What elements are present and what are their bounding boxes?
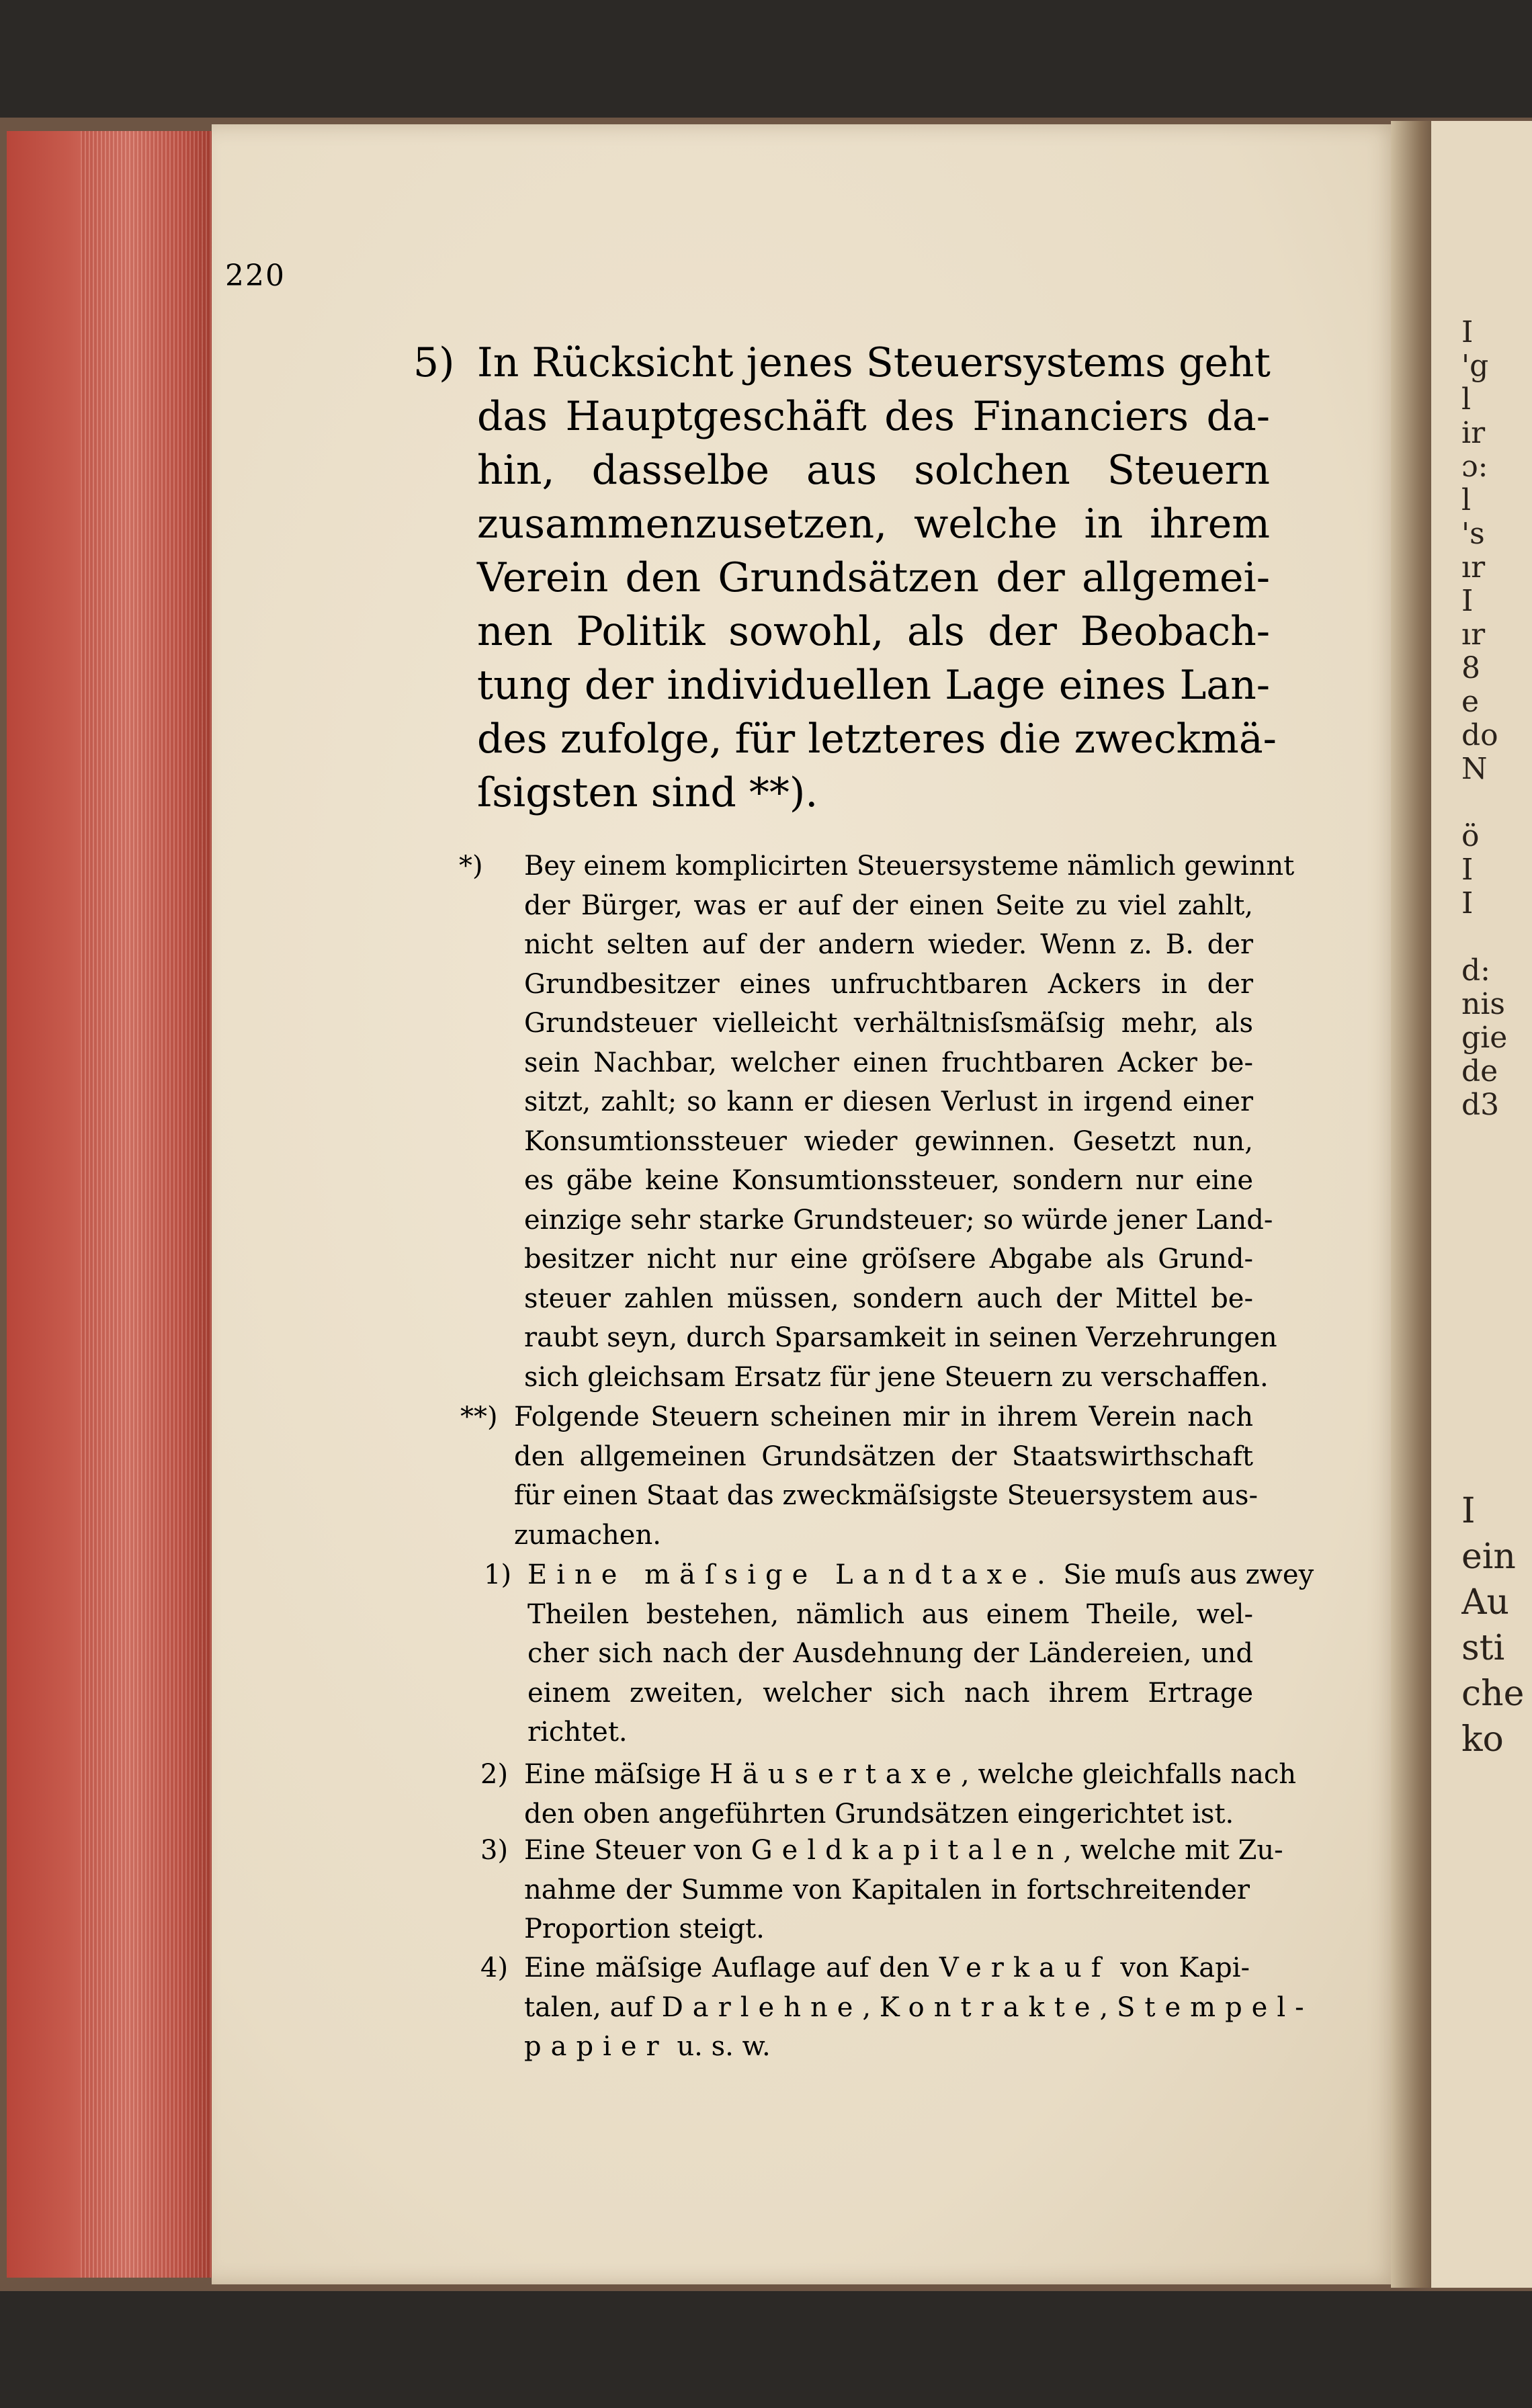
footnote-line: Grundbesitzer eines unfruchtbaren Ackers in der xyxy=(524,968,1253,1000)
footnote-line: nicht selten auf der andern wieder. Wenn z. B. der xyxy=(524,929,1253,960)
item-line: Proportion steigt. xyxy=(524,1914,765,1944)
main-line: tung der individuellen Lage eines Lan- xyxy=(477,662,1270,709)
right-fragment-line: ö xyxy=(1461,819,1480,853)
main-paragraph xyxy=(413,336,1277,820)
item-line xyxy=(527,1555,1314,1595)
item-spaced-term: Häusertaxe xyxy=(710,1759,962,1790)
item-line xyxy=(524,1755,1296,1795)
item-pre: talen, auf xyxy=(524,1991,653,2023)
footnote-line: den allgemeinen Grundsätzen der Staatswirthschaft xyxy=(514,1440,1253,1472)
right-fragment-line: ır xyxy=(1461,550,1486,585)
right-fragment-line: I xyxy=(1461,1491,1476,1531)
item-line xyxy=(524,1948,1250,1988)
item-spaced-term: papier xyxy=(524,2031,669,2062)
footnote-line: es gäbe keine Konsumtionssteuer, sondern nur eine xyxy=(524,1165,1253,1196)
right-page-fragment-upper xyxy=(1461,316,1532,1122)
tax-list-item-1 xyxy=(484,1555,1314,1752)
right-fragment-line: I xyxy=(1461,316,1474,349)
footnote-line: Folgende Steuern scheinen mir in ihrem Verein nach xyxy=(514,1402,1253,1432)
item-line-rest: , welche mit Zu- xyxy=(1063,1835,1283,1866)
footnote-line: der Bürger, was er auf der einen Seite zu viel zahlt, xyxy=(524,890,1253,921)
main-line: zusammenzusetzen, welche in ihrem xyxy=(477,501,1270,548)
main-line: Verein den Grundsätzen der allgemei- xyxy=(477,554,1270,601)
item-marker: 4) xyxy=(480,1952,509,1983)
right-fragment-line: d: xyxy=(1461,953,1490,988)
right-fragment-line: I xyxy=(1461,853,1474,887)
right-page-fragment-lower xyxy=(1461,1488,1532,1762)
item-line xyxy=(524,1831,1283,1870)
page-edges-texture xyxy=(81,131,212,2278)
right-fragment-line: e xyxy=(1461,685,1480,719)
footnote-line: Grundsteuer vielleicht verhältnisſsmäſsig mehr, als xyxy=(524,1008,1253,1039)
tax-list-item-2 xyxy=(480,1755,1296,1834)
right-fragment-line: ko xyxy=(1461,1719,1504,1760)
item-pre: Eine Steuer von xyxy=(524,1835,742,1866)
item-spaced-term: Stempel- xyxy=(1116,1991,1314,2023)
footnote-line: sein Nachbar, welcher einen fruchtbaren Acker be- xyxy=(524,1047,1253,1078)
item-spaced-term: Verkauf xyxy=(939,1952,1111,1983)
right-fragment-line xyxy=(1461,920,1532,954)
item-spaced-term: Darlehne xyxy=(661,1991,863,2023)
item-line-rest: Sie muſs aus zwey xyxy=(1063,1559,1314,1590)
right-fragment-line: do xyxy=(1461,718,1498,752)
item-spaced-term: Geldkapitalen xyxy=(751,1835,1064,1866)
item-line: einem zweiten, welcher sich nach ihrem Ertrage xyxy=(527,1677,1253,1709)
footnote-line: sich gleichsam Ersatz für jene Steuern zu verschaffen. xyxy=(524,1361,1269,1393)
item-marker: 3) xyxy=(480,1835,509,1866)
right-fragment-line: ein xyxy=(1461,1537,1516,1577)
main-line: ſsigsten sind **). xyxy=(477,769,818,816)
item-pre: Eine mäſsige Auflage auf den xyxy=(524,1952,930,1983)
right-fragment-line: 'g xyxy=(1461,349,1489,383)
footnote-line: raubt seyn, durch Sparsamkeit in seinen Verzehrungen xyxy=(524,1322,1277,1353)
item-pre: Eine mäſsige xyxy=(524,1759,701,1790)
item-line-rest: von Kapi- xyxy=(1120,1952,1250,1983)
footnote-line: einzige sehr starke Grundsteuer; so würde jener Land- xyxy=(524,1204,1273,1236)
footnote-line: steuer zahlen müssen, sondern auch der Mittel be- xyxy=(524,1283,1253,1314)
item-punct: , xyxy=(862,1991,871,2023)
item-line: Theilen bestehen, nämlich aus einem Theile, wel- xyxy=(527,1598,1253,1630)
item-line: den oben angeführten Grundsätzen eingerichtet ist. xyxy=(524,1798,1234,1830)
right-fragment-line: de xyxy=(1461,1054,1498,1088)
footnote-line: zumachen. xyxy=(514,1519,661,1551)
right-fragment-line: sti xyxy=(1461,1628,1505,1668)
main-line: hin, dasselbe aus solchen Steuern xyxy=(477,447,1270,494)
right-fragment-line: ɔ: xyxy=(1461,449,1488,484)
main-line: das Hauptgeschäft des Financiers da- xyxy=(477,393,1270,440)
main-line: In Rücksicht jenes Steuersystems geht xyxy=(477,339,1271,386)
right-fragment-line: d3 xyxy=(1461,1088,1500,1122)
main-line: des zufolge, für letzteres die zweckmä- xyxy=(477,716,1277,763)
footnote-marker: **) xyxy=(460,1402,498,1432)
item-line xyxy=(524,2027,1250,2067)
right-fragment-line: I xyxy=(1461,584,1474,618)
page-number: 220 xyxy=(225,259,286,293)
footnote-line: sitzt, zahlt; so kann er diesen Verlust in irgend einer xyxy=(524,1086,1253,1117)
right-fragment-line: N xyxy=(1461,752,1488,786)
item-line xyxy=(524,1988,1314,2028)
right-fragment-line: I xyxy=(1461,886,1474,920)
tax-list-item-4 xyxy=(480,1948,1314,2067)
right-fragment-line xyxy=(1461,786,1532,820)
item-lead-spaced: Eine mäſsige Landtaxe. xyxy=(527,1559,1055,1590)
right-fragment-line: 8 xyxy=(1461,651,1480,685)
footnote-1 xyxy=(459,847,1295,1397)
main-line: nen Politik sowohl, als der Beobach- xyxy=(477,608,1270,655)
right-fragment-line: gie xyxy=(1461,1021,1508,1055)
footnote-marker: *) xyxy=(459,851,483,882)
footnote-line: Bey einem komplicirten Steuersysteme nämlich gewinnt xyxy=(524,851,1295,882)
right-fragment-line: l xyxy=(1461,483,1472,517)
paragraph-marker: 5) xyxy=(413,339,455,386)
item-line: cher sich nach der Ausdehnung der Ländereien, und xyxy=(527,1638,1253,1669)
footnote-2 xyxy=(460,1398,1258,1555)
right-fragment-line: l xyxy=(1461,382,1472,417)
right-fragment-line: nis xyxy=(1461,987,1505,1021)
footnote-line: besitzer nicht nur eine gröſsere Abgabe als Grund- xyxy=(524,1244,1253,1275)
footnote-line: für einen Staat das zweckmäſsigste Steuersystem aus- xyxy=(514,1480,1258,1511)
item-marker: 2) xyxy=(480,1759,509,1790)
right-fragment-line: Au xyxy=(1461,1582,1510,1623)
footnote-line: Konsumtionssteuer wieder gewinnen. Gesetzt nun, xyxy=(524,1125,1253,1157)
tax-list-item-3 xyxy=(480,1831,1283,1949)
item-line-rest: u. s. w. xyxy=(677,2031,771,2062)
item-marker: 1) xyxy=(484,1559,512,1590)
right-fragment-line: 's xyxy=(1461,517,1485,551)
right-fragment-line: che xyxy=(1461,1674,1525,1714)
item-line: nahme der Summe von Kapitalen in fortschreitender xyxy=(524,1874,1250,1905)
item-punct: , xyxy=(1099,1991,1109,2023)
item-line-rest: , welche gleichfalls nach xyxy=(961,1759,1296,1790)
item-line: richtet. xyxy=(527,1717,628,1748)
item-spaced-term: Kontrakte xyxy=(879,1991,1100,2023)
right-fragment-line: ir xyxy=(1461,416,1486,450)
right-fragment-line: ır xyxy=(1461,617,1486,652)
